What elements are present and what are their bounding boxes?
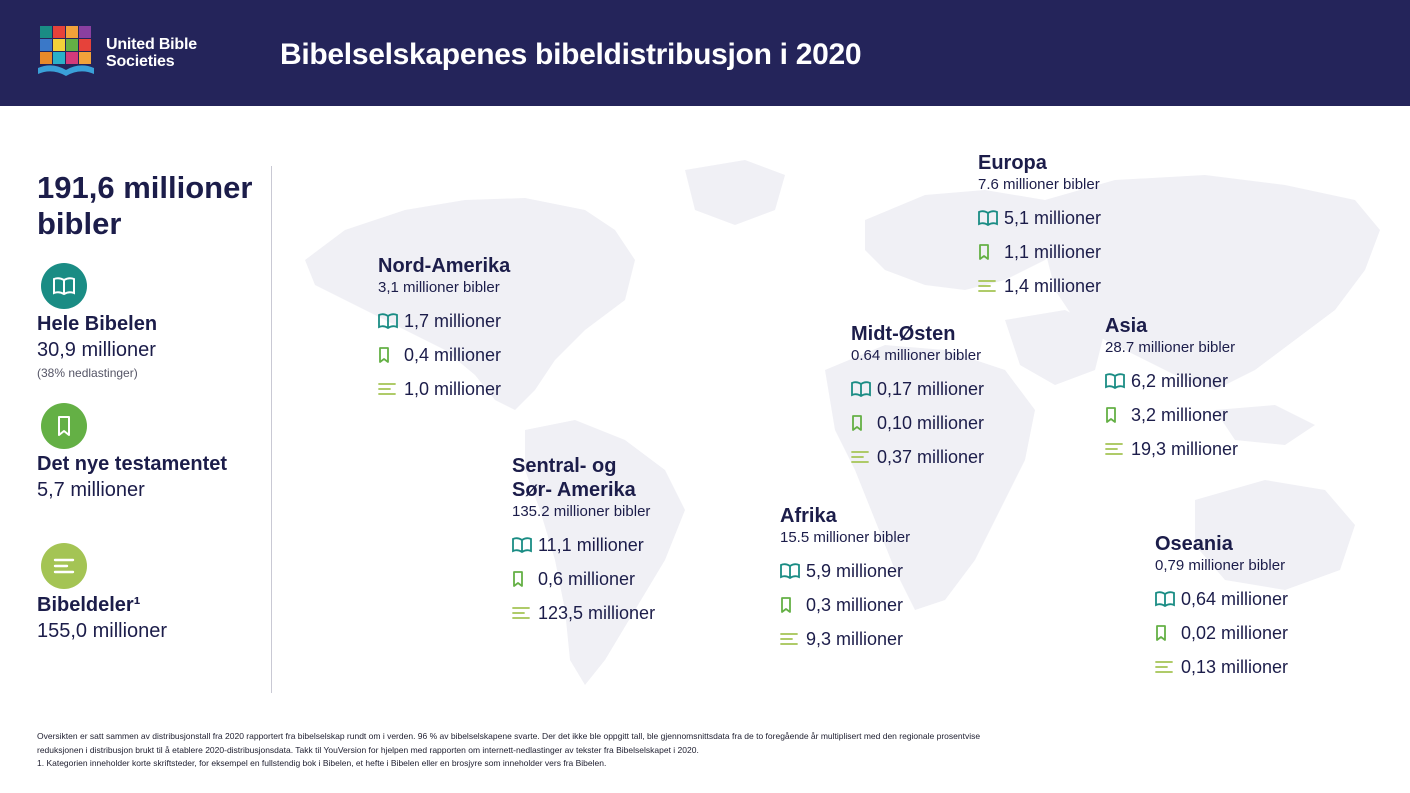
region-portions-row: [378, 372, 510, 406]
region-nt-row: [378, 338, 510, 372]
region-name: Oseania: [1155, 533, 1233, 555]
region-name: Midt-Østen: [851, 323, 956, 345]
region-full-bible-row: [512, 528, 655, 562]
text-lines-icon: [512, 606, 538, 620]
portions-value: 1,0 millioner: [404, 378, 502, 399]
bible-portions-value: 155,0 millioner: [37, 620, 168, 642]
footnotes: [37, 730, 1117, 771]
booklet-icon: [512, 571, 538, 587]
nt-value: 1,1 millioner: [1004, 241, 1102, 262]
region-total: 7.6 millioner bibler: [978, 176, 1100, 193]
open-book-icon: [780, 563, 806, 579]
region-nt-row: [851, 406, 984, 440]
full-bible-value: 5,1 millioner: [1004, 207, 1102, 228]
nt-value: 0,10 millioner: [877, 412, 985, 433]
portions-value: 1,4 millioner: [1004, 275, 1102, 296]
region-name: Sentral- og: [512, 455, 617, 477]
text-lines-icon: [1155, 660, 1181, 674]
region-full-bible-row: [978, 201, 1101, 235]
region-full-bible-row: [1105, 364, 1238, 398]
region-total: 0.64 millioner bibler: [851, 347, 982, 364]
open-book-icon: [378, 313, 404, 329]
region-total: 135.2 millioner bibler: [512, 503, 651, 520]
booklet-icon: [1105, 407, 1131, 423]
text-lines-icon: [1105, 442, 1131, 456]
region-asia: [1105, 314, 1238, 466]
region-nt-row: [1155, 616, 1288, 650]
open-book-icon: [512, 537, 538, 553]
booklet-icon: [1155, 625, 1181, 641]
nt-value: 0,02 millioner: [1181, 622, 1289, 643]
full-bible-value: 0,17 millioner: [877, 378, 985, 399]
booklet-icon: [41, 403, 87, 449]
region-midt-osten: [851, 322, 984, 474]
full-bible-value: 0,64 millioner: [1181, 588, 1289, 609]
region-nt-row: [780, 588, 910, 622]
nt-value: 0,6 millioner: [538, 568, 636, 589]
region-total: 28.7 millioner bibler: [1105, 339, 1236, 356]
region-nt-row: [1105, 398, 1238, 432]
region-portions-row: [1155, 650, 1288, 684]
region-name: Asia: [1105, 315, 1148, 337]
region-sentral-sor-amerika: [512, 454, 655, 630]
region-name: Afrika: [780, 505, 837, 527]
text-lines-icon: [978, 279, 1004, 293]
region-nt-row: [978, 235, 1101, 269]
logo-text-line2: Societies: [106, 53, 175, 70]
portions-value: 19,3 millioner: [1131, 438, 1239, 459]
region-portions-row: [851, 440, 984, 474]
footnote-line1: Oversikten er satt sammen av distribusjonstall fra 2020 rapportert fra bibelselskap rundt om i verden. 96 % av bibelselskapene svarte. Der det ikke ble oppgitt tall, ble gjennomsnittsdata fra de to foregående år multiplisert med den regionale prosentvise: [37, 731, 981, 741]
nt-value: 0,4 millioner: [404, 344, 502, 365]
region-name: Nord-Amerika: [378, 255, 511, 277]
region-full-bible-row: [851, 372, 984, 406]
logo-text: [106, 36, 197, 70]
portions-value: 9,3 millioner: [806, 628, 904, 649]
whole-bible-note: (38% nedlastinger): [37, 366, 138, 380]
portions-value: 0,37 millioner: [877, 446, 985, 467]
portions-value: 0,13 millioner: [1181, 656, 1289, 677]
logo-text-line1: United Bible: [106, 36, 197, 53]
region-europa: [978, 151, 1101, 303]
region-total: 0,79 millioner bibler: [1155, 557, 1286, 574]
portions-value: 123,5 millioner: [538, 602, 656, 623]
new-testament-label: Det nye testamentet: [37, 453, 228, 475]
bible-portions-label: Bibeldeler¹: [37, 594, 141, 616]
text-lines-icon: [780, 632, 806, 646]
region-full-bible-row: [780, 554, 910, 588]
nt-value: 3,2 millioner: [1131, 404, 1229, 425]
region-nt-row: [512, 562, 655, 596]
region-portions-row: [780, 622, 910, 656]
open-book-icon: [978, 210, 1004, 226]
total-bibles: [37, 170, 252, 242]
region-nord-amerika: [378, 254, 510, 406]
vertical-divider: [271, 166, 272, 693]
united-bible-societies-logo: [36, 24, 96, 80]
booklet-icon: [780, 597, 806, 613]
text-lines-icon: [851, 450, 877, 464]
region-full-bible-row: [378, 304, 510, 338]
region-portions-row: [1105, 432, 1238, 466]
booklet-icon: [851, 415, 877, 431]
total-bibles-line2: bibler: [37, 206, 122, 241]
open-book-icon: [41, 263, 87, 309]
text-lines-icon: [41, 543, 87, 589]
open-book-icon: [1105, 373, 1131, 389]
booklet-icon: [378, 347, 404, 363]
open-book-icon: [851, 381, 877, 397]
full-bible-value: 1,7 millioner: [404, 310, 502, 331]
region-afrika: [780, 504, 910, 656]
region-name: Europa: [978, 152, 1047, 174]
footnote-line3: 1. Kategorien inneholder korte skriftsteder, for eksempel en fullstendig bok i Bibelen, et hefte i Bibelen eller en brosjyre som inneholder vers fra Bibelen.: [37, 758, 607, 768]
full-bible-value: 5,9 millioner: [806, 560, 904, 581]
footnote-line2: reduksjonen i distribusjon brukt til å etablere 2020-distribusjonsdata. Takk til YouVersion for hjelpen med rapporten om internett-nedlastinger av tekster fra Bibelselskapet i 2020.: [37, 744, 699, 755]
full-bible-value: 11,1 millioner: [538, 534, 644, 555]
whole-bible-value: 30,9 millioner: [37, 339, 156, 361]
whole-bible-label: Hele Bibelen: [37, 313, 158, 335]
region-full-bible-row: [1155, 582, 1288, 616]
open-book-icon: [1155, 591, 1181, 607]
page-title: Bibelselskapenes bibeldistribusjon i 2020: [280, 38, 862, 71]
booklet-icon: [978, 244, 1004, 260]
nt-value: 0,3 millioner: [806, 594, 904, 615]
region-portions-row: [978, 269, 1101, 303]
region-total: 15.5 millioner bibler: [780, 529, 911, 546]
new-testament-value: 5,7 millioner: [37, 479, 145, 501]
total-bibles-line1: 191,6 millioner: [37, 170, 253, 205]
text-lines-icon: [378, 382, 404, 396]
header-bar: [0, 0, 1410, 106]
region-portions-row: [512, 596, 655, 630]
region-total: 3,1 millioner bibler: [378, 279, 500, 296]
full-bible-value: 6,2 millioner: [1131, 370, 1229, 391]
region-oseania: [1155, 532, 1288, 684]
region-name-line2: Sør- Amerika: [512, 479, 636, 501]
